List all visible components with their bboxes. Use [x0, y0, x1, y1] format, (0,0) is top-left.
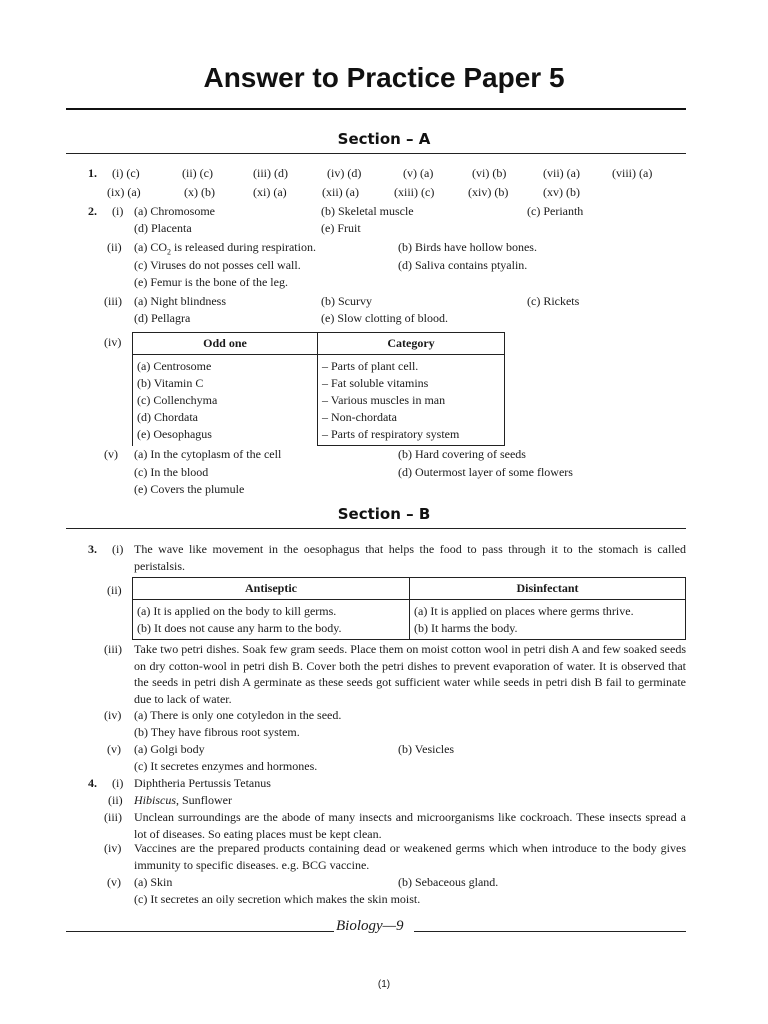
answer-item: (a) Night blindness [134, 294, 226, 308]
q3-iv-label: (iv) [104, 708, 122, 722]
footer-rule-left [66, 931, 334, 932]
answer-item: (c) Rickets [527, 294, 580, 308]
q2-v-label: (v) [104, 447, 118, 461]
answer-item: (c) Perianth [527, 204, 584, 218]
q1-answer: (x) (b) [184, 185, 215, 199]
column-header: Disinfectant [410, 578, 686, 600]
q1-answer: (iv) (d) [327, 166, 362, 180]
answer-paragraph: Unclean surroundings are the abode of many insects and microorganisms like cockroach. These insects spread a lot of diseases. So eating places must be kept clean. [134, 810, 686, 841]
answer-item: Diphtheria Pertussis Tetanus [134, 776, 271, 790]
table-header-row [133, 333, 505, 355]
antiseptic-disinfectant-table [132, 577, 686, 640]
footer-book-title: Biology—9 [336, 918, 404, 934]
table-cell: (a) Centrosome (b) Vitamin C (c) Collenchyma (d) Chordata (e) Oesophagus [133, 355, 318, 446]
q3-i-label: (i) [112, 542, 124, 556]
table-cell: – Parts of plant cell. – Fat soluble vitamins – Various muscles in man – Non-chordata – Parts of respiratory system [318, 355, 505, 446]
q2-i-label: (i) [112, 204, 124, 218]
section-b-rule [66, 528, 686, 529]
answer-item: (c) It secretes an oily secretion which makes the skin moist. [134, 892, 421, 906]
answer-item: (a) $CO_2$ is released during respiration. [134, 240, 316, 257]
answer-item: (b) Scurvy [321, 294, 372, 308]
q4-v-label: (v) [107, 875, 121, 889]
q4-number: 4. [88, 776, 97, 790]
answer-item: (d) Placenta [134, 221, 192, 235]
q1-answer: (xiv) (b) [468, 185, 509, 199]
q1-answer: (xiii) (c) [394, 185, 435, 199]
answer-item: (a) There is only one cotyledon in the seed. [134, 708, 342, 722]
q2-ii-label: (ii) [107, 240, 122, 254]
answer-item: (d) Pellagra [134, 311, 191, 325]
q1-answer: (vi) (b) [472, 166, 507, 180]
answer-paragraph: The wave like movement in the oesophagus that helps the food to pass through it to the stomach is called peristalsis. [134, 542, 686, 573]
answer-item: Hibiscus, Sunflower [134, 793, 232, 807]
answer-item: (e) Covers the plumule [134, 482, 245, 496]
answer-item: (e) Slow clotting of blood. [321, 311, 448, 325]
page-number: (1) [377, 979, 391, 990]
q3-number: 3. [88, 542, 97, 556]
answer-item: (a) Skin [134, 875, 173, 889]
q1-answer: (viii) (a) [612, 166, 653, 180]
q1-answer: (iii) (d) [253, 166, 288, 180]
q1-number: 1. [88, 166, 97, 180]
answer-item: (d) Outermost layer of some flowers [398, 465, 573, 479]
section-a-heading: Section – A [337, 130, 431, 148]
odd-one-table [132, 332, 505, 446]
page-title: Answer to Practice Paper 5 [203, 62, 565, 93]
q4-iii-label: (iii) [104, 810, 122, 824]
table-row [133, 600, 686, 640]
section-a-rule [66, 153, 686, 154]
q4-ii-label: (ii) [108, 793, 123, 807]
q1-answer: (xv) (b) [543, 185, 580, 199]
table-cell: (a) It is applied on places where germs thrive. (b) It harms the body. [410, 600, 686, 640]
q3-ii-label: (ii) [107, 583, 122, 597]
title-rule [66, 108, 686, 110]
answer-item: (b) Skeletal muscle [321, 204, 414, 218]
answer-item: (c) It secretes enzymes and hormones. [134, 759, 318, 773]
q2-iii-label: (iii) [104, 294, 122, 308]
answer-item: (a) Chromosome [134, 204, 215, 218]
answer-item: (b) Vesicles [398, 742, 455, 756]
table-row [133, 355, 505, 446]
q4-iv-label: (iv) [104, 841, 122, 855]
answer-item: (e) Femur is the bone of the leg. [134, 275, 288, 289]
answer-item: (e) Fruit [321, 221, 361, 235]
answer-item: (b) Birds have hollow bones. [398, 240, 537, 254]
q3-iii-label: (iii) [104, 642, 122, 656]
q2-number: 2. [88, 204, 97, 218]
q1-answer: (i) (c) [112, 166, 140, 180]
answer-item: (b) Sebaceous gland. [398, 875, 499, 889]
q3-v-label: (v) [107, 742, 121, 756]
q1-answer: (ii) (c) [182, 166, 213, 180]
column-header: Antiseptic [133, 578, 410, 600]
answer-paragraph: Take two petri dishes. Soak few gram seeds. Place them on moist cotton wool in petri dish A and few soaked seeds on dry cotton-wool in petri dish B. Cover both the petri dishes to prevent evaporation of water. It is observed that the seeds in petri dish A germinate as these seeds got sufficient water while seeds in petri dish B fail to germinate due to lack of water. [134, 642, 686, 706]
q1-answer: (xi) (a) [253, 185, 287, 199]
answer-paragraph: Vaccines are the prepared products containing dead or weakened germs which when introduce to the body gives immunity to specific diseases. e.g. BCG vaccine. [134, 841, 686, 872]
answer-item: (b) They have fibrous root system. [134, 725, 300, 739]
column-header: Odd one [133, 333, 318, 355]
footer-rule-right [414, 931, 686, 932]
answer-item: (c) Viruses do not posses cell wall. [134, 258, 301, 272]
table-header-row [133, 578, 686, 600]
q1-answer: (v) (a) [403, 166, 434, 180]
answer-item: (c) In the blood [134, 465, 209, 479]
q1-answer: (vii) (a) [543, 166, 580, 180]
table-cell: (a) It is applied on the body to kill germs. (b) It does not cause any harm to the body. [133, 600, 410, 640]
q4-i-label: (i) [112, 776, 124, 790]
q1-answer: (xii) (a) [322, 185, 359, 199]
section-b-heading: Section – B [337, 505, 431, 523]
q2-iv-label: (iv) [104, 335, 122, 349]
answer-item: (a) Golgi body [134, 742, 205, 756]
answer-item: (b) Hard covering of seeds [398, 447, 526, 461]
answer-item: (d) Saliva contains ptyalin. [398, 258, 528, 272]
q1-answer: (ix) (a) [107, 185, 141, 199]
answer-item: (a) In the cytoplasm of the cell [134, 447, 282, 461]
column-header: Category [318, 333, 505, 355]
